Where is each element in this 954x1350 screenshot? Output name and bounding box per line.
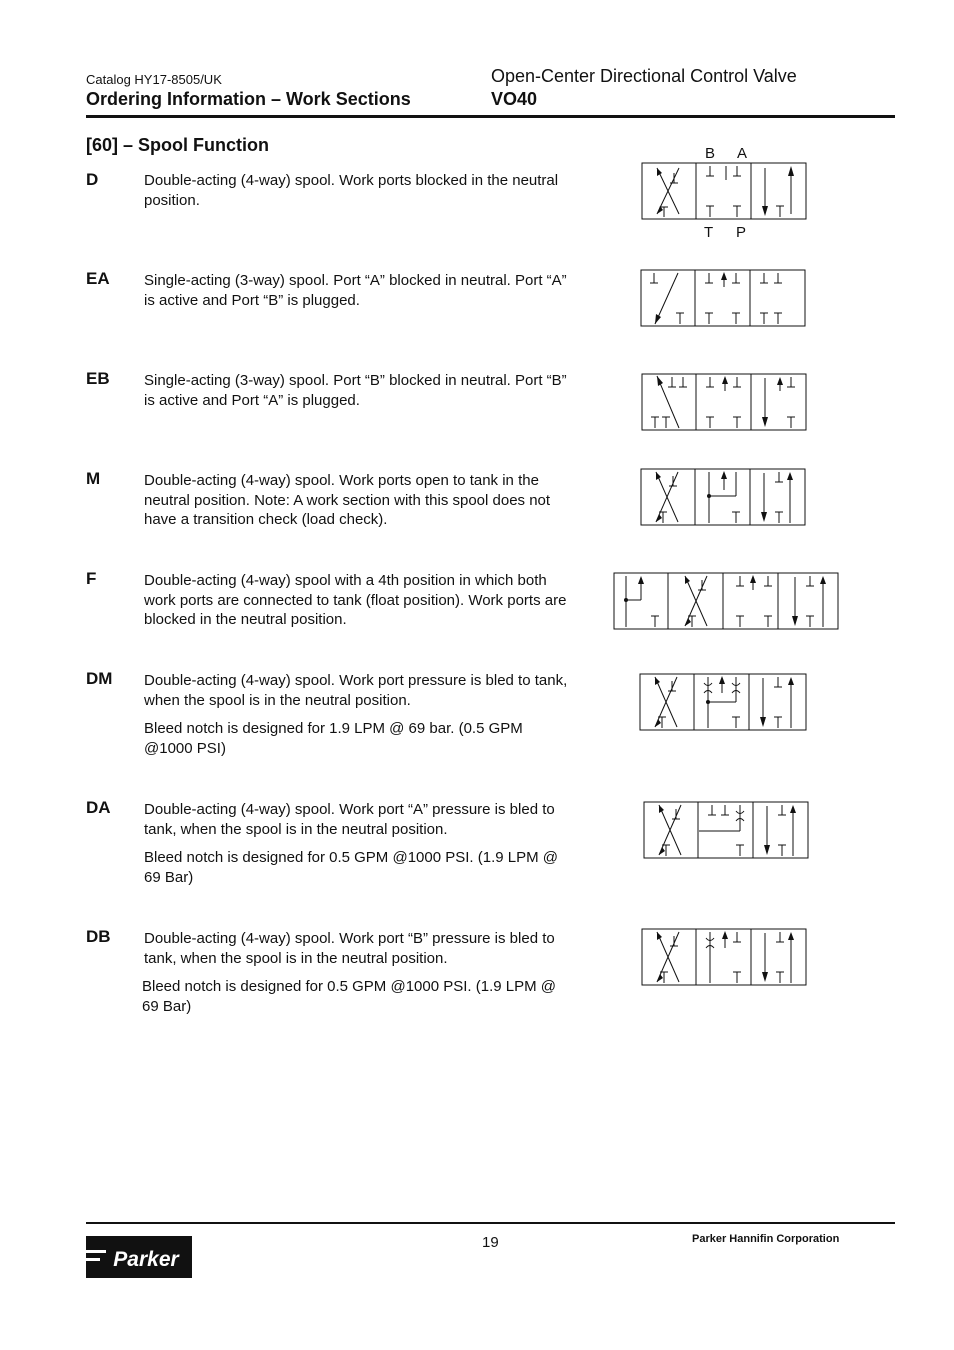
spool-description-dm: Double-acting (4-way) spool. Work port pressure is bled to tank, when the spool is in the neutral position. xyxy=(144,672,568,709)
spool-description-d: Double-acting (4-way) spool. Work ports blocked in the neutral position. xyxy=(144,172,559,209)
spool-symbol-eb xyxy=(641,373,811,433)
spool-description-ea: Single-acting (3-way) spool. Port “A” blocked in neutral. Port “A” is active and Port “B” is plugged. xyxy=(144,272,567,309)
port-a-label: A xyxy=(737,145,748,162)
spool-code-ea: EA xyxy=(86,269,110,288)
spool-description-m: Double-acting (4-way) spool. Work ports open to tank in the neutral position. Note: A work section with this spool does not have a transition check (load check). xyxy=(144,472,551,528)
port-t-label: T xyxy=(704,224,714,241)
company-name: Parker Hannifin Corporation xyxy=(692,1233,840,1245)
spool-symbol-ea xyxy=(640,269,810,329)
page-number: 19 xyxy=(482,1234,499,1251)
spool-symbol-dm xyxy=(639,673,811,733)
spool-description-da: Double-acting (4-way) spool. Work port “A” pressure is bled to tank, when the spool is in the neutral position. xyxy=(144,801,555,838)
product-title: Open-Center Directional Control Valve xyxy=(491,66,797,86)
spool-code-da: DA xyxy=(86,798,111,817)
footer-divider xyxy=(86,1222,895,1224)
logo-wordmark: Parker xyxy=(113,1248,179,1271)
parker-logo xyxy=(86,1236,192,1278)
spool-description-eb: Single-acting (3-way) spool. Port “B” blocked in neutral. Port “B” is active and Port “A” is plugged. xyxy=(144,372,567,409)
header-divider xyxy=(86,115,895,118)
spool-description-f: Double-acting (4-way) spool with a 4th position in which both work ports are connected to tank (float position). Work ports are blocked in the neutral position. xyxy=(144,572,567,628)
section-title: Ordering Information – Work Sections xyxy=(86,89,411,109)
catalog-number: Catalog HY17-8505/UK xyxy=(86,72,222,87)
spool-description-db: Double-acting (4-way) spool. Work port “B” pressure is bled to tank, when the spool is in the neutral position. xyxy=(144,930,555,967)
spool-code-eb: EB xyxy=(86,369,110,388)
spool-note-da: Bleed notch is designed for 0.5 GPM @1000 PSI. (1.9 LPM @ 69 Bar) xyxy=(144,849,559,886)
spool-code-d: D xyxy=(86,170,99,189)
spool-symbol-da xyxy=(643,801,813,861)
spool-symbol-db xyxy=(641,928,811,988)
port-b-label: B xyxy=(705,145,716,162)
spool-function-heading: [60] – Spool Function xyxy=(86,135,269,155)
spool-symbol-m xyxy=(640,468,810,528)
spool-note-dm: Bleed notch is designed for 1.9 LPM @ 69 bar. (0.5 GPM @1000 PSI) xyxy=(144,720,523,757)
product-model: VO40 xyxy=(491,89,538,109)
spool-code-db: DB xyxy=(86,927,111,946)
spool-code-f: F xyxy=(86,569,97,588)
port-p-label: P xyxy=(736,224,747,241)
spool-note-db: Bleed notch is designed for 0.5 GPM @1000 PSI. (1.9 LPM @ 69 Bar) xyxy=(142,978,557,1015)
spool-code-dm: DM xyxy=(86,669,113,688)
spool-code-m: M xyxy=(86,469,101,488)
spool-symbol-f xyxy=(613,572,843,632)
spool-symbol-d xyxy=(641,140,811,240)
